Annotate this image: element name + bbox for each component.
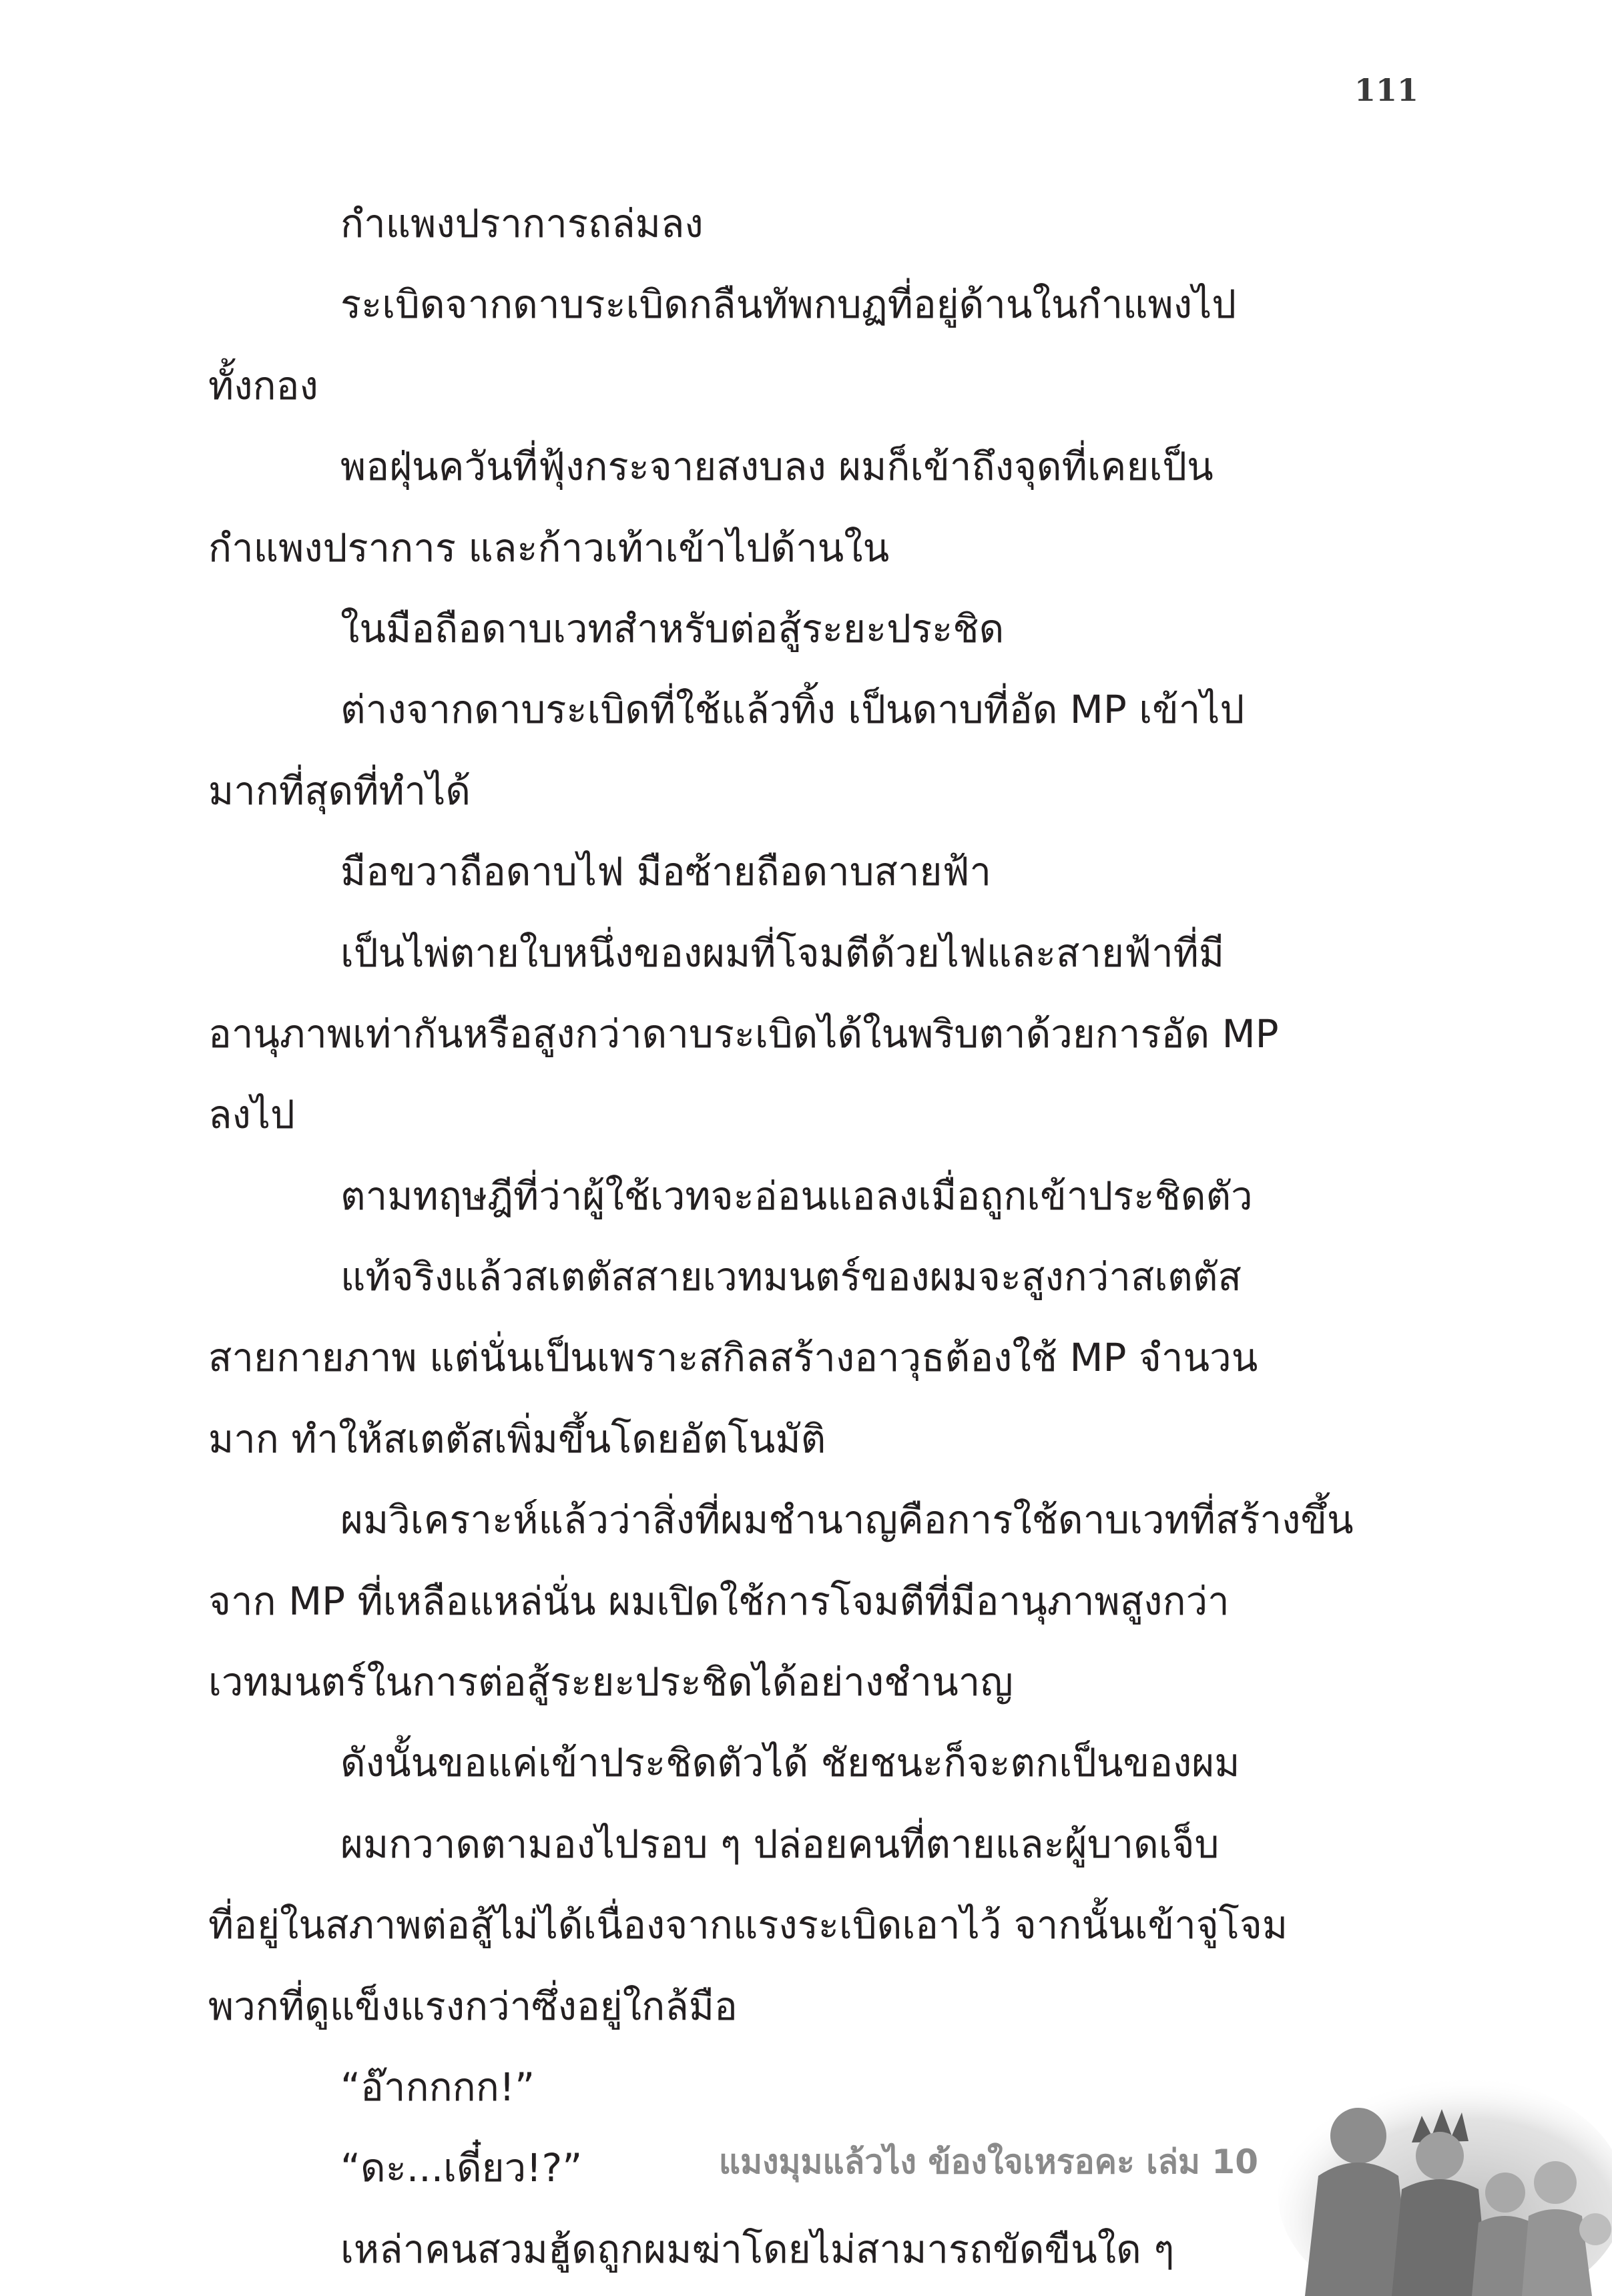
text-line: อานุภาพเท่ากันหรือสูงกว่าดาบระเบิดได้ในพริบตาด้วยการอัด MP <box>208 1011 1279 1057</box>
text-line: ผมวิเคราะห์แล้วว่าสิ่งที่ผมชำนาญคือการใช้ดาบเวทที่สร้างขึ้น <box>340 1497 1354 1543</box>
text-line: ดังนั้นขอแค่เข้าประชิดตัวได้ ชัยชนะก็จะตกเป็นของผม <box>340 1740 1240 1786</box>
text-line: สายกายภาพ แต่นั่นเป็นเพราะสกิลสร้างอาวุธต้องใช้ MP จำนวน <box>208 1335 1258 1381</box>
text-line: ระเบิดจากดาบระเบิดกลืนทัพกบฏที่อยู่ด้านในกำแพงไป <box>340 282 1237 328</box>
text-line: “ดะ...เดี๋ยว!?” <box>340 2145 583 2191</box>
text-line: เป็นไพ่ตายใบหนึ่งของผมที่โจมตีด้วยไฟและสายฟ้าที่มี <box>340 930 1225 976</box>
text-line: ที่อยู่ในสภาพต่อสู้ไม่ได้เนื่องจากแรงระเบิดเอาไว้ จากนั้นเข้าจู่โจม <box>208 1902 1288 1948</box>
text-line: กำแพงปราการ และก้าวเท้าเข้าไปด้านใน <box>208 525 890 571</box>
text-line: มากที่สุดที่ทำได้ <box>208 768 471 814</box>
text-line: มาก ทำให้สเตตัสเพิ่มขึ้นโดยอัตโนมัติ <box>208 1416 826 1462</box>
text-line: มือขวาถือดาบไฟ มือซ้ายถือดาบสายฟ้า <box>340 849 992 895</box>
text-line: “อ๊ากกกก!” <box>340 2064 535 2110</box>
text-line: ต่างจากดาบระเบิดที่ใช้แล้วทิ้ง เป็นดาบที่อัด MP เข้าไป <box>340 687 1245 733</box>
body-text <box>208 184 1413 2290</box>
page-number: 111 <box>1354 72 1418 108</box>
characters-illustration-icon <box>1258 2062 1612 2296</box>
text-line: ผมกวาดตามองไปรอบ ๆ ปล่อยคนที่ตายและผู้บาดเจ็บ <box>340 1821 1220 1867</box>
text-line: ในมือถือดาบเวทสำหรับต่อสู้ระยะประชิด <box>340 605 1005 651</box>
text-line: เหล่าคนสวมฮู้ดถูกผมฆ่าโดยไม่สามารถขัดขืนใด ๆ <box>340 2226 1175 2272</box>
text-line: จาก MP ที่เหลือแหล่นั่น ผมเปิดใช้การโจมตีที่มีอานุภาพสูงกว่า <box>208 1578 1230 1624</box>
footer-book-title: แมงมุมแล้วไง ข้องใจเหรอคะ เล่ม 10 <box>718 2142 1258 2181</box>
text-line: ตามทฤษฎีที่ว่าผู้ใช้เวทจะอ่อนแอลงเมื่อถูกเข้าประชิดตัว <box>340 1173 1253 1219</box>
text-line: เวทมนตร์ในการต่อสู้ระยะประชิดได้อย่างชำนาญ <box>208 1659 1013 1705</box>
text-line: แท้จริงแล้วสเตตัสสายเวทมนตร์ของผมจะสูงกว่าสเตตัส <box>340 1254 1242 1300</box>
text-line: พอฝุ่นควันที่ฟุ้งกระจายสงบลง ผมก็เข้าถึงจุดที่เคยเป็น <box>340 444 1214 490</box>
text-line: กำแพงปราการถล่มลง <box>340 201 704 246</box>
text-line: พวกที่ดูแข็งแรงกว่าซึ่งอยู่ใกล้มือ <box>208 1983 738 2029</box>
text-line: ทั้งกอง <box>208 362 318 408</box>
text-line: ลงไป <box>208 1092 295 1138</box>
